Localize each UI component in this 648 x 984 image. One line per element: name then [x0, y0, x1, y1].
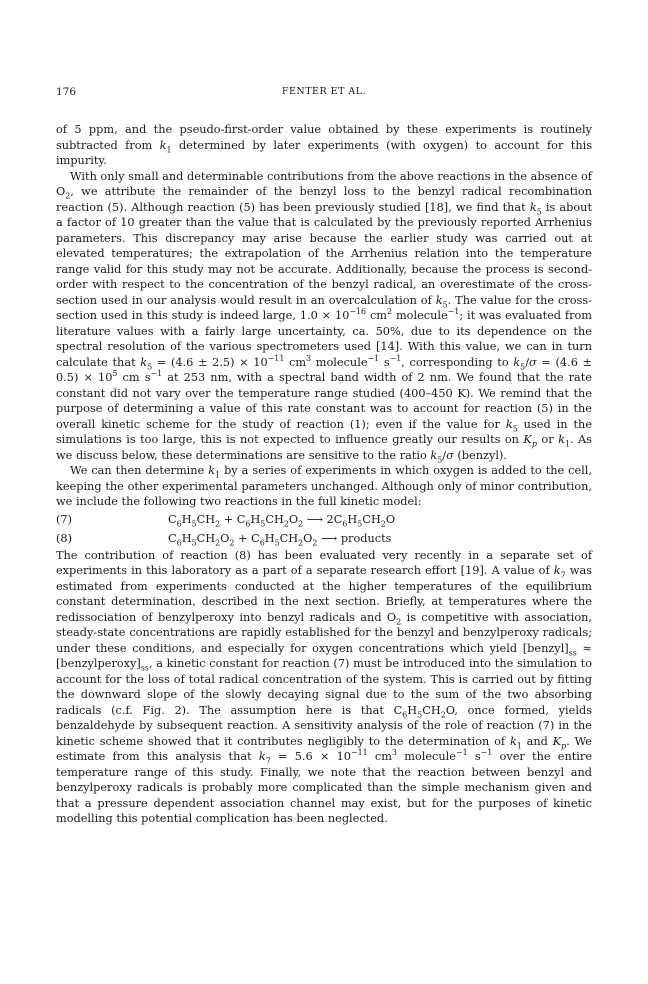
paragraph-2: With only small and determinable contributions from the above reactions in the absence of $O_2$, we attribute the remainder of the benzyl loss to the benzyl radical recombination reaction (5). Although reaction (5) has been previously studied [18], we find that $k_5$ is about a factor of 10 greater than the value that is calculated by the previously reported Arrhenius parameters. This discrepancy may arise because the earlier study was carried out at elevated temperatures; the extrapolation of the Arrhenius relation into the temperature range valid for this study may not be accurate. Additionally, because the process is second-order with respect to the concentration of the benzyl radical, an overestimate of the cross-section used in our analysis would result in an overcalculation of $k_5$. The value for the cross-section used in this study is indeed large, $1.0 \times 10^{-16}$ $cm^2$ molecule$^{-1}$; it was evaluated from literature values with a fairly large uncertainty, ca. 50%, due to its dependence on the spectral resolution of the various spectrometers used [14]. With this value, we can in turn calculate that $k_5 = (4.6 \pm 2.5) \times 10^{-11}$ $cm^3$ molecule$^{-1}$ $s^{-1}$, corresponding to $k_5/\sigma = (4.6 \pm 0.5) \times 10^5$ cm $s^{-1}$ at 253 nm, with a spectral band width of 2 nm. We found that the rate constant did not vary over the temperature range studied (400–450 K). We remind that the purpose of determining a value of this rate constant was to account for reaction (5) in the overall kinetic scheme for the study of reaction (1); even if the value for $k_5$ used in the simulations is too large, this is not expected to influence greatly our results on $K_p$ or $k_1$. As we discuss below, these determinations are sensitive to the ratio $k_5/\sigma$ (benzyl).	[56, 169, 593, 464]
paragraph-3: We can then determine $k_1$ by a series of experiments in which oxygen is added to the cell, keeping the other experimental parameters unchanged. Although only of minor contribution, we include the following two reactions in the full kinetic model:	[56, 464, 592, 508]
header-title: FENTER ET AL.	[281, 86, 367, 97]
paragraph-1: of 5 ppm, and the pseudo-first-order value obtained by these experiments is routinely subtracted from $k_1$ determined by later experiments (with oxygen) to account for this impurity.	[56, 123, 592, 167]
page-number: 176	[56, 86, 77, 98]
reaction-8	[56, 529, 592, 548]
reaction-number: (7)	[56, 512, 73, 526]
reaction-equation: $C_6H_5CH_2 + C_6H_5CH_2O_2$ ⟶ $2C_6H_5CH_2O$	[168, 512, 396, 528]
body-text	[56, 122, 592, 827]
reaction-7	[56, 510, 592, 529]
reaction-number: (8)	[56, 531, 73, 545]
reaction-equation: $C_6H_5CH_2O_2 + C_6H_5CH_2O_2$ ⟶ products	[168, 531, 392, 547]
running-head	[56, 86, 592, 100]
paragraph-4: The contribution of reaction (8) has been evaluated very recently in a separate set of experiments in this laboratory as a part of a separate research effort [19]. A value of $k_7$ was estimated from experiments conducted at the higher temperatures of the equilibrium constant determination, described in the next section. Briefly, at temperatures where the redissociation of benzylperoxy into benzyl radicals and $O_2$ is competitive with association, steady-state concentrations are rapidly established for the benzyl and benzylperoxy radicals; under these conditions, and especially for oxygen concentrations which yield $[benzyl]_{ss}$ ≈ $[benzylperoxy]_{ss}$, a kinetic constant for reaction (7) must be introduced into the simulation to account for the loss of total radical concentration of the system. This is carried out by fitting the downward slope of the slowly decaying signal due to the sum of the two absorbing radicals (c.f. Fig. 2). The assumption here is that $C_6H_5CH_2O$, once formed, yields benzaldehyde by subsequent reaction. A sensitivity analysis of the role of reaction (7) in the kinetic scheme showed that it contributes negligibly to the determination of $k_1$ and $K_p$. We estimate from this analysis that $k_7 = 5.6 \times 10^{-11}$ $cm^3$ molecule$^{-1}$ $s^{-1}$ over the entire temperature range of this study. Finally, we note that the reaction between benzyl and benzylperoxy radicals is probably more complicated than the simple mechanism given and that a pressure dependent association channel may exist, but for the purposes of kinetic modelling this potential complication has been neglected.	[56, 548, 592, 825]
